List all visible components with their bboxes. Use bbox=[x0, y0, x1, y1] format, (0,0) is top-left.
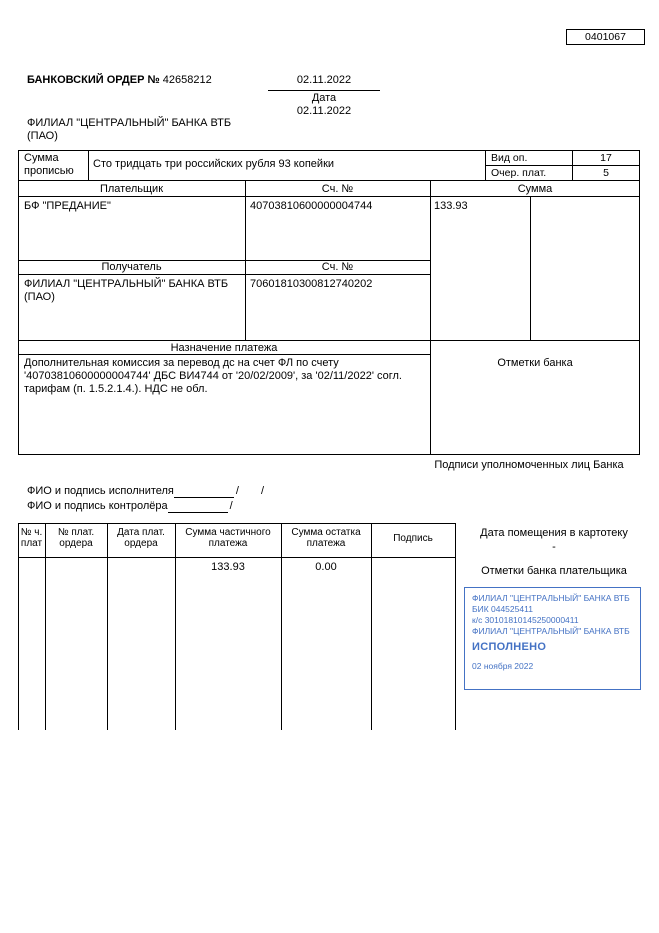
bank-marks-header: Отметки банка bbox=[497, 357, 573, 369]
payer-account-header: Сч. № bbox=[321, 183, 354, 195]
payee-account-header: Сч. № bbox=[321, 261, 354, 273]
purpose-text: Дополнительная комиссия за перевод дс на счет ФЛ по счету '40703810600000004744' ДБС ВИ4744 от '20/02/2009', за '02/11/2022' согл. тарифам (п. 1.5.2.1.4.). НДС не обл. bbox=[24, 357, 406, 395]
payment-priority-value: 5 bbox=[603, 167, 609, 179]
partial-table-col-line-6 bbox=[371, 523, 372, 730]
bank-execution-stamp bbox=[464, 587, 641, 690]
partial-header-remaining-sum: Сумма остатка платежа bbox=[291, 527, 364, 549]
executor-signature-row bbox=[27, 485, 357, 498]
partial-table-col-line-2 bbox=[45, 523, 46, 730]
executor-separator-2: / bbox=[260, 485, 265, 497]
table-line-account-col bbox=[245, 180, 246, 340]
partial-table-col-line-4 bbox=[175, 523, 176, 730]
controller-separator: / bbox=[229, 500, 233, 512]
bank-signatures-label: Подписи уполномоченных лиц Банка bbox=[434, 459, 624, 471]
operation-type-label: Вид оп. bbox=[491, 152, 528, 164]
card-index-label: Дата помещения в картотеку bbox=[480, 527, 628, 539]
operation-type-value: 17 bbox=[600, 152, 612, 164]
payee-account: 70601810300812740202 bbox=[250, 278, 373, 290]
partial-header-partial-sum: Сумма частичного платежа bbox=[185, 527, 274, 549]
payment-priority-label: Очер. плат. bbox=[491, 167, 547, 179]
controller-signature-line bbox=[168, 501, 228, 513]
partial-table-header-bottom bbox=[18, 557, 455, 558]
controller-signature-row bbox=[27, 500, 357, 513]
sum-header: Сумма bbox=[517, 183, 553, 195]
form-code-box bbox=[566, 29, 645, 45]
partial-table-col-line-7 bbox=[455, 523, 456, 730]
date-value-top: 02.11.2022 bbox=[296, 74, 352, 86]
partial-header-signature: Подпись bbox=[393, 533, 433, 544]
amount-in-words-value: Сто тридцать три российских рубля 93 копейки bbox=[93, 158, 335, 170]
sum-value: 133.93 bbox=[434, 200, 468, 212]
title-label: БАНКОВСКИЙ ОРДЕР № bbox=[27, 74, 160, 86]
date-value-bottom: 02.11.2022 bbox=[296, 105, 352, 117]
card-index-value: - bbox=[552, 541, 556, 553]
table-line-sum-col bbox=[430, 180, 431, 455]
partial-table-top bbox=[18, 523, 455, 524]
issuer-bank-name: ФИЛИАЛ "ЦЕНТРАЛЬНЫЙ" БАНКА ВТБ (ПАО) bbox=[27, 117, 235, 142]
table-line-amountrow-bottom bbox=[18, 180, 640, 181]
date-label: Дата bbox=[311, 92, 337, 104]
partial-header-order-date: Дата плат. ордера bbox=[117, 527, 168, 549]
controller-label: ФИО и подпись контролёра bbox=[27, 500, 168, 512]
partial-payment-sum: 133.93 bbox=[211, 561, 245, 573]
order-number: 42658212 bbox=[162, 74, 212, 86]
partial-table-col-line-1 bbox=[18, 523, 19, 730]
stamp-bank-line-2: ФИЛИАЛ "ЦЕНТРАЛЬНЫЙ" БАНКА ВТБ bbox=[472, 626, 630, 636]
stamp-status: ИСПОЛНЕНО bbox=[472, 641, 547, 653]
executor-label: ФИО и подпись исполнителя bbox=[27, 485, 174, 497]
payer-bank-marks-label: Отметки банка плательщика bbox=[481, 565, 627, 577]
table-line-payee-header-bottom bbox=[18, 274, 430, 275]
executor-separator: / bbox=[235, 485, 239, 497]
table-line-purpose-header-top bbox=[18, 340, 640, 341]
table-line-optype-left bbox=[485, 150, 486, 180]
document-title bbox=[27, 74, 212, 87]
payer-header: Плательщик bbox=[99, 183, 164, 195]
amount-in-words-label: Сумма прописью bbox=[24, 152, 74, 177]
payer-name: БФ "ПРЕДАНИЕ" bbox=[24, 200, 111, 212]
executor-signature-line bbox=[174, 486, 234, 498]
table-line-sum-subcol bbox=[530, 196, 531, 340]
stamp-bik-line: БИК 044525411 bbox=[472, 604, 533, 614]
form-code: 0401067 bbox=[585, 31, 626, 43]
partial-header-order-number: № плат. ордера bbox=[57, 527, 97, 549]
partial-table-col-line-5 bbox=[281, 523, 282, 730]
date-underline bbox=[268, 90, 380, 91]
payee-header: Получатель bbox=[101, 261, 162, 273]
payee-name: ФИЛИАЛ "ЦЕНТРАЛЬНЫЙ" БАНКА ВТБ (ПАО) bbox=[24, 278, 232, 303]
payer-account: 40703810600000004744 bbox=[250, 200, 373, 212]
table-line-optype-split bbox=[485, 165, 640, 166]
stamp-corr-account-line: к/с 30101810145250000411 bbox=[472, 615, 579, 625]
table-line-headers-bottom bbox=[18, 196, 640, 197]
table-line-amountlabel-right bbox=[88, 150, 89, 180]
stamp-date: 02 ноября 2022 bbox=[472, 661, 534, 671]
purpose-header: Назначение платежа bbox=[170, 342, 278, 354]
stamp-bank-line-1: ФИЛИАЛ "ЦЕНТРАЛЬНЫЙ" БАНКА ВТБ bbox=[472, 593, 630, 603]
remaining-sum: 0.00 bbox=[315, 561, 337, 573]
partial-header-part-number: № ч. плат bbox=[20, 527, 46, 549]
partial-table-col-line-3 bbox=[107, 523, 108, 730]
